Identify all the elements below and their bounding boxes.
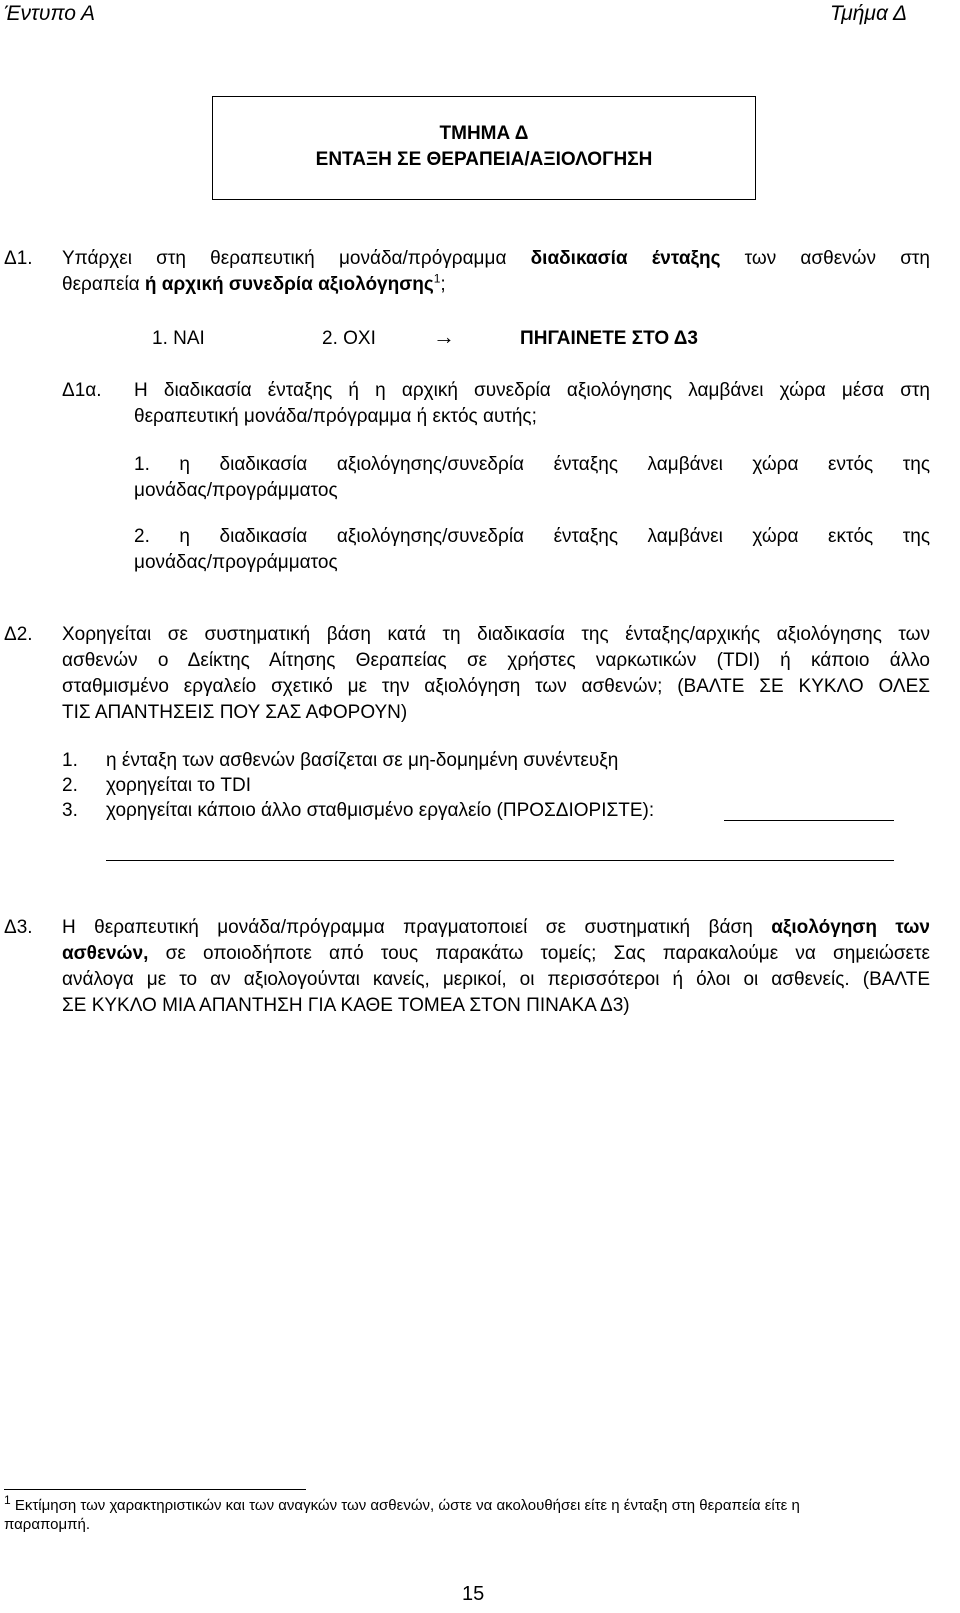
question-d2-line2: ασθενών ο Δείκτης Αίτησης Θεραπείας σε χρήστες ναρκωτικών (TDI) ή κάποιο άλλο	[62, 650, 930, 671]
question-d1a-line1: Η διαδικασία ένταξης ή η αρχική συνεδρία αξιολόγησης λαμβάνει χώρα μέσα στη	[134, 380, 930, 401]
d1a-option-2-cont: μονάδας/προγράμματος	[134, 552, 338, 573]
d2-option-3[interactable]: χορηγείται κάποιο άλλο σταθμισμένο εργαλείο (ΠΡΟΣΔΙΟΡΙΣΤΕ):	[106, 800, 655, 821]
section-label: Τμήμα Δ	[830, 2, 908, 25]
section-subtitle: ΕΝΤΑΞΗ ΣΕ ΘΕΡΑΠΕΙΑ/ΑΞΙΟΛΟΓΗΣΗ	[315, 149, 653, 170]
d1a-option-2[interactable]: 2. η διαδικασία αξιολόγησης/συνεδρία ένταξης λαμβάνει χώρα εκτός της	[134, 526, 930, 547]
footnote-separator	[4, 1489, 306, 1490]
specify-blank-line-2[interactable]	[106, 860, 894, 861]
d2-option-3-num: 3.	[62, 800, 78, 821]
page-number: 15	[462, 1583, 485, 1605]
arrow-right-icon: →	[433, 324, 455, 349]
footnote-line1: $^1$ Εκτίμηση των χαρακτηριστικών και των αναγκών των ασθενών, ώστε να ακολουθήσει είτε η ένταξη στη θεραπεία είτε η	[4, 1493, 800, 1514]
d1a-option-1[interactable]: 1. η διαδικασία αξιολόγησης/συνεδρία ένταξης λαμβάνει χώρα εντός της	[134, 454, 930, 475]
section-title-box	[212, 96, 756, 200]
specify-blank-line-1[interactable]	[724, 820, 894, 821]
question-d2-line1: Χορηγείται σε συστηματική βάση κατά τη διαδικασία της ένταξης/αρχικής αξιολόγησης των	[62, 624, 930, 645]
question-d3-line1: Η θεραπευτική μονάδα/πρόγραμμα πραγματοποιεί σε συστηματική βάση αξιολόγηση των	[62, 917, 930, 938]
d2-option-1-num: 1.	[62, 750, 78, 771]
question-d1-line1: Υπάρχει στη θεραπευτική μονάδα/πρόγραμμα διαδικασία ένταξης των ασθενών στη	[62, 248, 930, 269]
d1-option-no[interactable]: 2. ΟΧΙ	[322, 328, 376, 349]
question-number-d1: Δ1.	[4, 248, 33, 269]
d2-option-1[interactable]: η ένταξη των ασθενών βασίζεται σε μη-δομημένη συνέντευξη	[106, 750, 619, 771]
footnote-line2: παραπομπή.	[4, 1516, 90, 1533]
footnote-mark: 1	[4, 1493, 11, 1507]
form-label: Έντυπο Α	[4, 2, 95, 25]
footnote-ref: 1	[433, 271, 441, 286]
question-d3-line4: ΣΕ ΚΥΚΛΟ ΜΙΑ ΑΠΑΝΤΗΣΗ ΓΙΑ ΚΑΘΕ ΤΟΜΕΑ ΣΤΟΝ ΠΙΝΑΚΑ Δ3)	[62, 995, 630, 1016]
section-title: ΤΜΗΜΑ Δ	[439, 123, 529, 144]
question-d1-line2: θεραπεία ή αρχική συνεδρία αξιολόγησης$^1$;	[62, 271, 446, 295]
question-d2-line4: ΤΙΣ ΑΠΑΝΤΗΣΕΙΣ ΠΟΥ ΣΑΣ ΑΦΟΡΟΥΝ)	[62, 702, 408, 723]
question-number-d1a: Δ1α.	[62, 380, 102, 401]
question-d2-line3: σταθμισμένο εργαλείο σχετικό με την αξιολόγηση των ασθενών; (ΒΑΛΤΕ ΣΕ ΚΥΚΛΟ ΟΛΕΣ	[62, 676, 930, 697]
skip-instruction: ΠΗΓΑΙΝΕΤΕ ΣΤΟ Δ3	[520, 328, 698, 349]
d2-option-2[interactable]: χορηγείται το TDI	[106, 775, 252, 796]
question-d3-line2: ασθενών, σε οποιοδήποτε από τους παρακάτω τομείς; Σας παρακαλούμε να σημειώσετε	[62, 943, 930, 964]
d1-option-yes[interactable]: 1. ΝΑΙ	[152, 328, 205, 349]
question-number-d2: Δ2.	[4, 624, 33, 645]
question-d1a-line2: θεραπευτική μονάδα/πρόγραμμα ή εκτός αυτής;	[134, 406, 537, 427]
question-number-d3: Δ3.	[4, 917, 33, 938]
d2-option-2-num: 2.	[62, 775, 78, 796]
question-d3-line3: ανάλογα με το αν αξιολογούνται κανείς, μερικοί, οι περισσότεροι ή όλοι οι ασθενείς. (ΒΑΛΤΕ	[62, 969, 930, 990]
d1a-option-1-cont: μονάδας/προγράμματος	[134, 480, 338, 501]
